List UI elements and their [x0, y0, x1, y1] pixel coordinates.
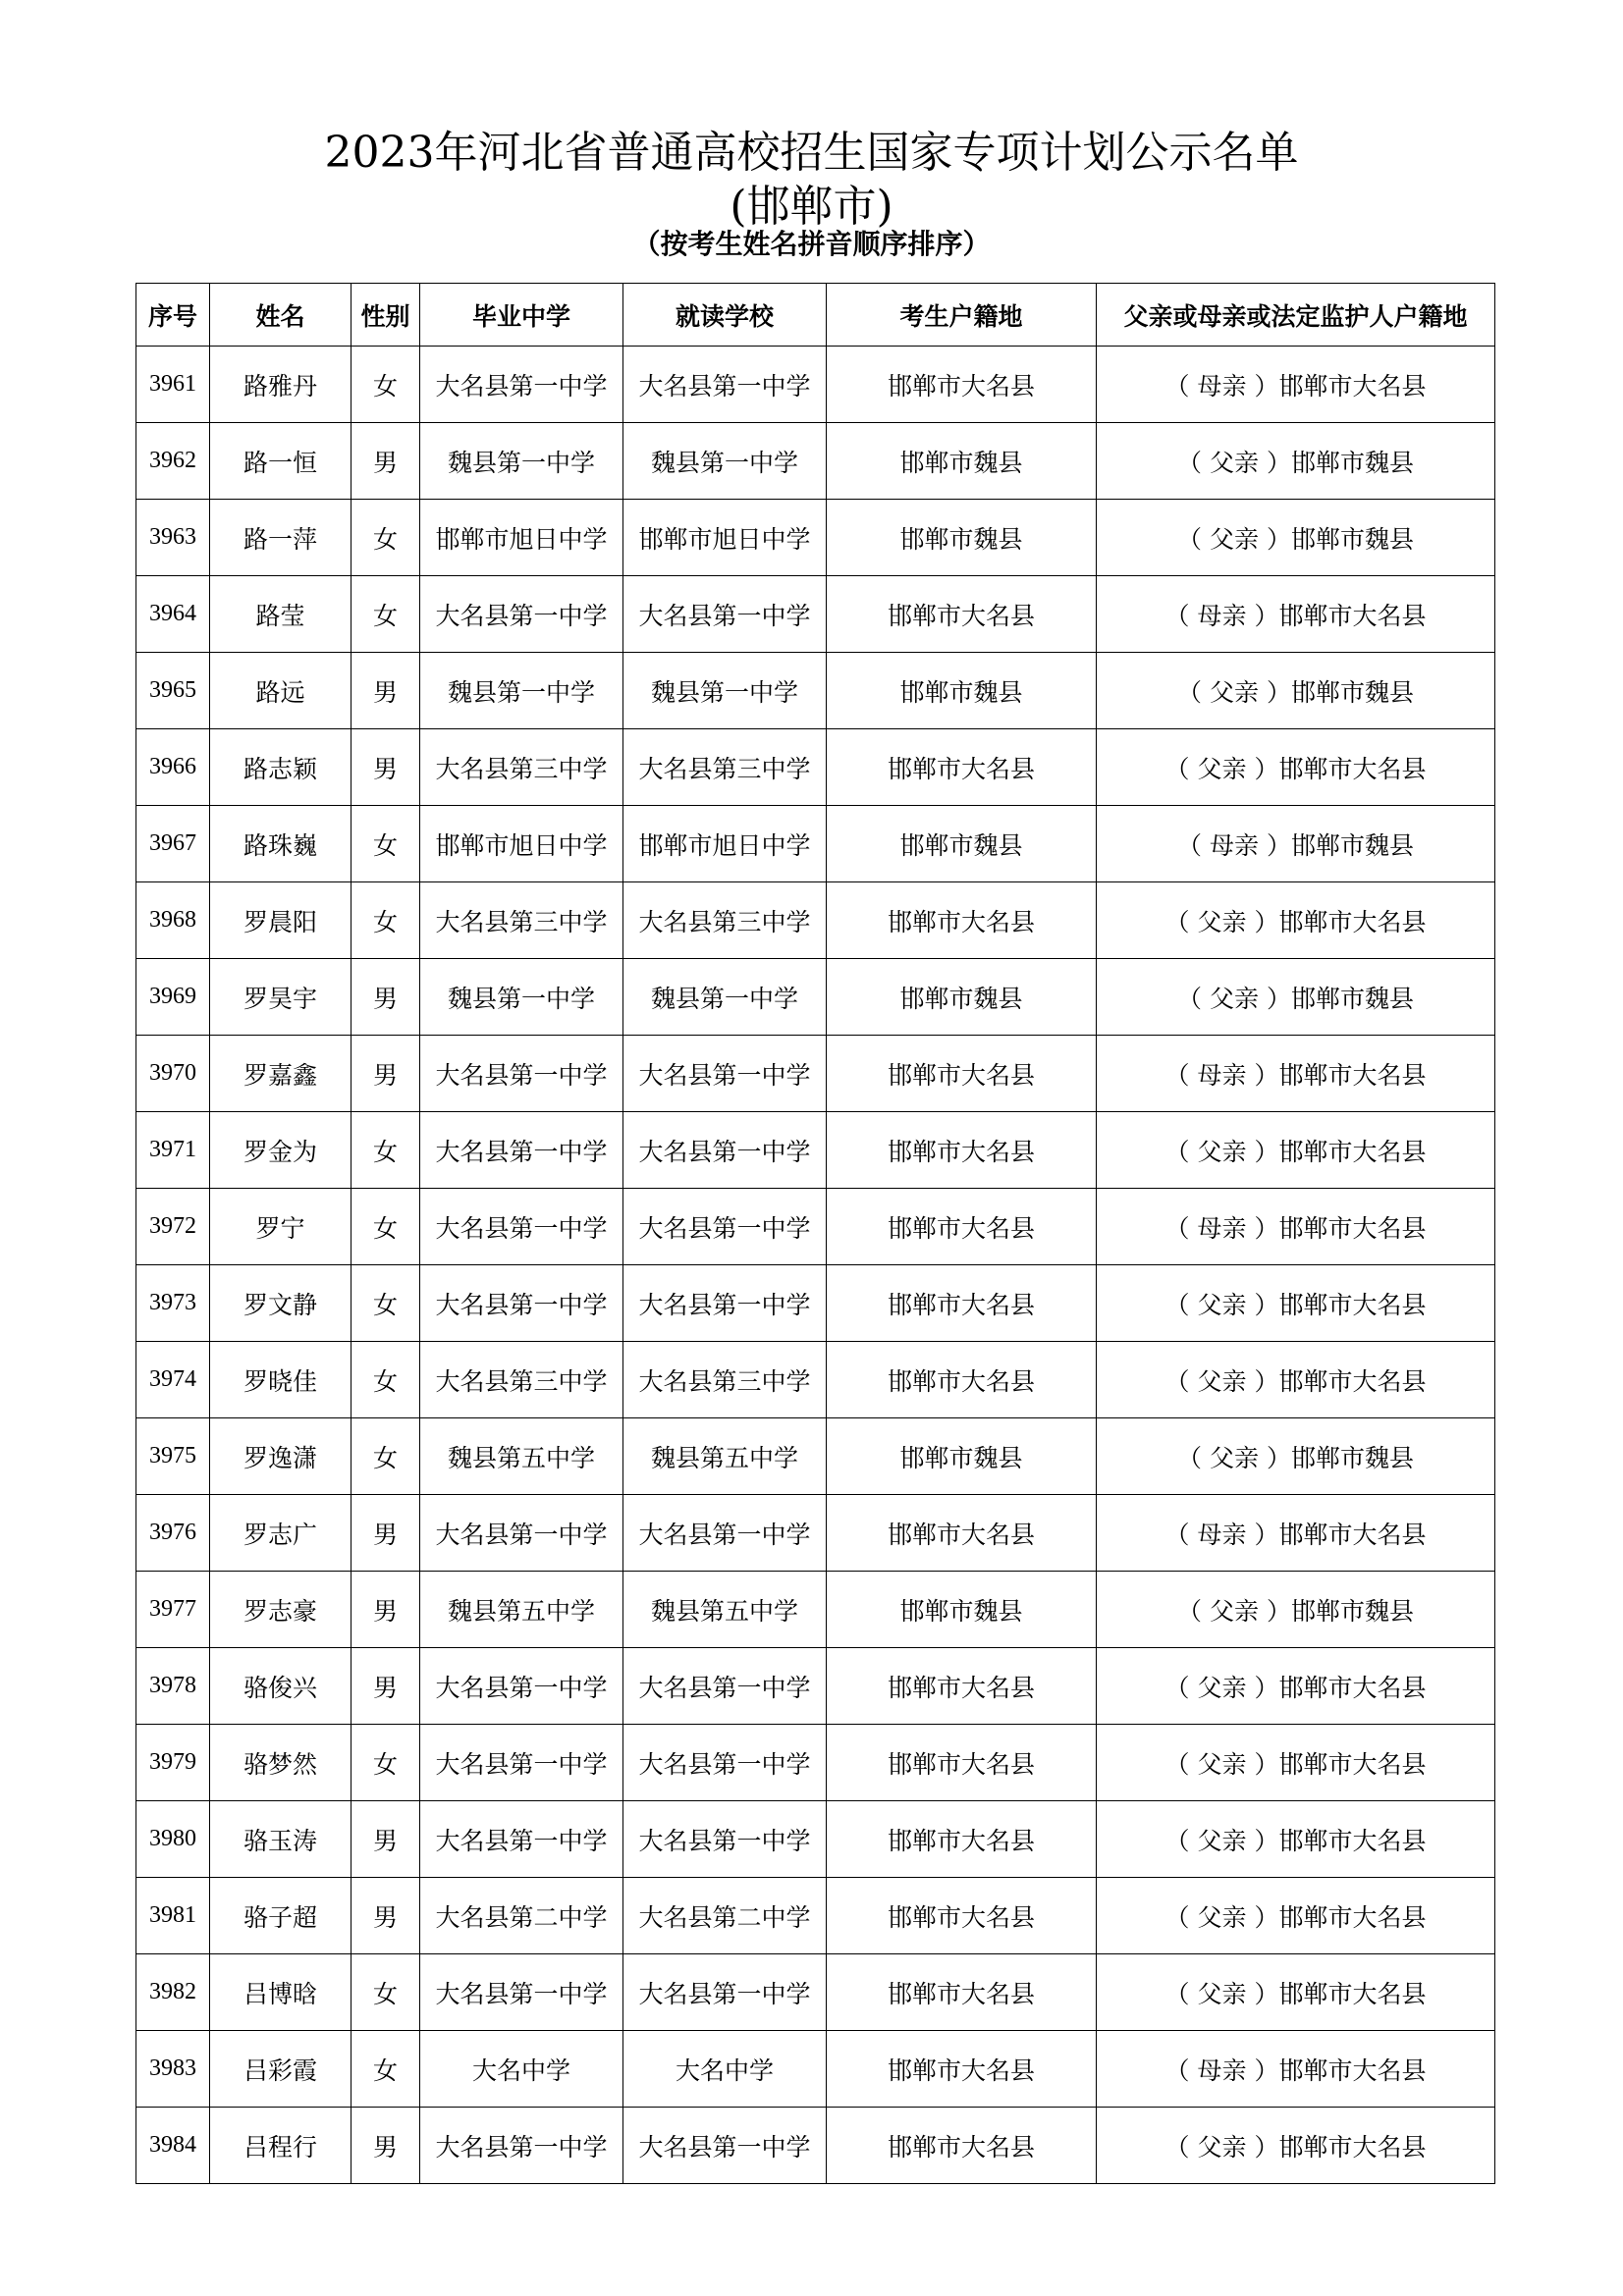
cell-grad-school: 邯郸市旭日中学 [420, 806, 623, 882]
cell-guardian-hukou: （ 父亲 ）邯郸市大名县 [1097, 729, 1495, 806]
header-hukou: 考生户籍地 [827, 284, 1097, 347]
cell-name: 骆梦然 [210, 1725, 352, 1801]
cell-name: 罗逸潇 [210, 1418, 352, 1495]
cell-guardian-hukou: （ 父亲 ）邯郸市大名县 [1097, 1265, 1495, 1342]
cell-guardian-hukou: （ 父亲 ）邯郸市魏县 [1097, 1572, 1495, 1648]
cell-name: 骆俊兴 [210, 1648, 352, 1725]
cell-current-school: 大名县第一中学 [623, 1189, 827, 1265]
table-row [136, 1265, 1495, 1342]
cell-gender: 女 [352, 576, 420, 653]
cell-gender: 男 [352, 959, 420, 1036]
table-row [136, 1801, 1495, 1878]
cell-name: 罗晓佳 [210, 1342, 352, 1418]
cell-guardian-hukou: （ 母亲 ）邯郸市大名县 [1097, 1495, 1495, 1572]
cell-name: 路珠巍 [210, 806, 352, 882]
cell-guardian-hukou: （ 父亲 ）邯郸市魏县 [1097, 500, 1495, 576]
header-name: 姓名 [210, 284, 352, 347]
cell-hukou: 邯郸市大名县 [827, 1189, 1097, 1265]
cell-current-school: 大名县第一中学 [623, 576, 827, 653]
cell-no: 3963 [136, 500, 210, 576]
cell-guardian-hukou: （ 父亲 ）邯郸市大名县 [1097, 1342, 1495, 1418]
cell-grad-school: 大名县第一中学 [420, 1725, 623, 1801]
table-row [136, 653, 1495, 729]
header-grad-school: 毕业中学 [420, 284, 623, 347]
table-row [136, 2031, 1495, 2108]
cell-gender: 女 [352, 1112, 420, 1189]
cell-no: 3962 [136, 423, 210, 500]
cell-current-school: 魏县第一中学 [623, 423, 827, 500]
cell-no: 3969 [136, 959, 210, 1036]
cell-name: 路一恒 [210, 423, 352, 500]
cell-current-school: 大名县第三中学 [623, 729, 827, 806]
cell-no: 3964 [136, 576, 210, 653]
cell-no: 3973 [136, 1265, 210, 1342]
cell-guardian-hukou: （ 父亲 ）邯郸市魏县 [1097, 959, 1495, 1036]
cell-name: 路志颖 [210, 729, 352, 806]
table-row [136, 1725, 1495, 1801]
table-row [136, 1954, 1495, 2031]
cell-current-school: 大名县第一中学 [623, 1725, 827, 1801]
cell-no: 3970 [136, 1036, 210, 1112]
cell-grad-school: 大名县第一中学 [420, 2108, 623, 2184]
cell-hukou: 邯郸市大名县 [827, 1954, 1097, 2031]
cell-no: 3972 [136, 1189, 210, 1265]
cell-guardian-hukou: （ 母亲 ）邯郸市魏县 [1097, 806, 1495, 882]
cell-grad-school: 魏县第一中学 [420, 653, 623, 729]
cell-current-school: 邯郸市旭日中学 [623, 500, 827, 576]
cell-current-school: 大名县第一中学 [623, 2108, 827, 2184]
cell-grad-school: 大名县第三中学 [420, 882, 623, 959]
cell-grad-school: 邯郸市旭日中学 [420, 500, 623, 576]
cell-no: 3980 [136, 1801, 210, 1878]
cell-current-school: 邯郸市旭日中学 [623, 806, 827, 882]
cell-hukou: 邯郸市大名县 [827, 1495, 1097, 1572]
cell-hukou: 邯郸市魏县 [827, 1572, 1097, 1648]
cell-guardian-hukou: （ 父亲 ）邯郸市大名县 [1097, 2108, 1495, 2184]
cell-grad-school: 大名县第一中学 [420, 347, 623, 423]
cell-guardian-hukou: （ 父亲 ）邯郸市大名县 [1097, 1112, 1495, 1189]
cell-current-school: 大名县第一中学 [623, 1265, 827, 1342]
cell-name: 罗文静 [210, 1265, 352, 1342]
cell-name: 罗晨阳 [210, 882, 352, 959]
cell-hukou: 邯郸市大名县 [827, 1036, 1097, 1112]
cell-grad-school: 大名中学 [420, 2031, 623, 2108]
cell-no: 3966 [136, 729, 210, 806]
table-row [136, 423, 1495, 500]
table-row [136, 1495, 1495, 1572]
header-gender: 性别 [352, 284, 420, 347]
cell-name: 罗金为 [210, 1112, 352, 1189]
cell-guardian-hukou: （ 父亲 ）邯郸市大名县 [1097, 1648, 1495, 1725]
cell-gender: 男 [352, 653, 420, 729]
cell-grad-school: 大名县第一中学 [420, 576, 623, 653]
cell-current-school: 大名县第一中学 [623, 347, 827, 423]
table-row [136, 347, 1495, 423]
cell-grad-school: 大名县第一中学 [420, 1648, 623, 1725]
cell-grad-school: 大名县第一中学 [420, 1036, 623, 1112]
cell-gender: 男 [352, 1801, 420, 1878]
cell-name: 路远 [210, 653, 352, 729]
cell-guardian-hukou: （ 母亲 ）邯郸市大名县 [1097, 347, 1495, 423]
table-row [136, 729, 1495, 806]
table-row [136, 1036, 1495, 1112]
cell-guardian-hukou: （ 父亲 ）邯郸市大名县 [1097, 882, 1495, 959]
cell-no: 3982 [136, 1954, 210, 2031]
table-header-row [136, 284, 1495, 347]
cell-current-school: 大名县第二中学 [623, 1878, 827, 1954]
cell-no: 3975 [136, 1418, 210, 1495]
cell-current-school: 大名县第一中学 [623, 1036, 827, 1112]
cell-hukou: 邯郸市魏县 [827, 423, 1097, 500]
cell-grad-school: 大名县第一中学 [420, 1265, 623, 1342]
cell-grad-school: 魏县第一中学 [420, 423, 623, 500]
cell-hukou: 邯郸市魏县 [827, 959, 1097, 1036]
document-title: 2023年河北省普通高校招生国家专项计划公示名单 [324, 128, 1299, 178]
cell-hukou: 邯郸市大名县 [827, 2108, 1097, 2184]
cell-guardian-hukou: （ 父亲 ）邯郸市魏县 [1097, 1418, 1495, 1495]
cell-current-school: 大名县第三中学 [623, 1342, 827, 1418]
table-row [136, 1342, 1495, 1418]
cell-gender: 女 [352, 500, 420, 576]
cell-grad-school: 魏县第五中学 [420, 1572, 623, 1648]
table-row [136, 1189, 1495, 1265]
cell-grad-school: 大名县第一中学 [420, 1801, 623, 1878]
cell-guardian-hukou: （ 父亲 ）邯郸市魏县 [1097, 653, 1495, 729]
cell-hukou: 邯郸市大名县 [827, 576, 1097, 653]
cell-name: 罗志豪 [210, 1572, 352, 1648]
header-current-school: 就读学校 [623, 284, 827, 347]
cell-current-school: 魏县第五中学 [623, 1572, 827, 1648]
cell-gender: 男 [352, 1036, 420, 1112]
cell-hukou: 邯郸市大名县 [827, 1112, 1097, 1189]
cell-hukou: 邯郸市大名县 [827, 729, 1097, 806]
cell-no: 3983 [136, 2031, 210, 2108]
cell-gender: 男 [352, 423, 420, 500]
table-row [136, 576, 1495, 653]
cell-guardian-hukou: （ 母亲 ）邯郸市大名县 [1097, 576, 1495, 653]
cell-gender: 女 [352, 1954, 420, 2031]
cell-gender: 男 [352, 729, 420, 806]
cell-current-school: 大名县第一中学 [623, 1954, 827, 2031]
header-guardian-hukou: 父亲或母亲或法定监护人户籍地 [1097, 284, 1495, 347]
cell-grad-school: 大名县第三中学 [420, 729, 623, 806]
cell-hukou: 邯郸市魏县 [827, 1418, 1097, 1495]
table-row [136, 959, 1495, 1036]
cell-gender: 女 [352, 1265, 420, 1342]
cell-no: 3984 [136, 2108, 210, 2184]
cell-guardian-hukou: （ 父亲 ）邯郸市大名县 [1097, 1801, 1495, 1878]
cell-current-school: 大名县第一中学 [623, 1801, 827, 1878]
cell-hukou: 邯郸市大名县 [827, 1801, 1097, 1878]
cell-grad-school: 大名县第一中学 [420, 1112, 623, 1189]
cell-no: 3979 [136, 1725, 210, 1801]
cell-gender: 女 [352, 1725, 420, 1801]
cell-no: 3971 [136, 1112, 210, 1189]
table-row [136, 882, 1495, 959]
cell-hukou: 邯郸市魏县 [827, 806, 1097, 882]
table-row [136, 2108, 1495, 2184]
cell-gender: 男 [352, 1648, 420, 1725]
cell-name: 罗宁 [210, 1189, 352, 1265]
cell-hukou: 邯郸市大名县 [827, 1878, 1097, 1954]
cell-name: 罗志广 [210, 1495, 352, 1572]
cell-no: 3978 [136, 1648, 210, 1725]
cell-name: 路一萍 [210, 500, 352, 576]
cell-no: 3977 [136, 1572, 210, 1648]
cell-no: 3967 [136, 806, 210, 882]
cell-name: 骆玉涛 [210, 1801, 352, 1878]
cell-gender: 女 [352, 1342, 420, 1418]
cell-no: 3965 [136, 653, 210, 729]
cell-name: 路莹 [210, 576, 352, 653]
cell-guardian-hukou: （ 父亲 ）邯郸市大名县 [1097, 1725, 1495, 1801]
table-row [136, 1878, 1495, 1954]
cell-guardian-hukou: （ 父亲 ）邯郸市大名县 [1097, 1878, 1495, 1954]
document-subtitle: (邯郸市) [730, 182, 893, 232]
sort-note: （按考生姓名拼音顺序排序） [632, 228, 991, 260]
table-row [136, 1572, 1495, 1648]
table-row [136, 1648, 1495, 1725]
cell-guardian-hukou: （ 母亲 ）邯郸市大名县 [1097, 2031, 1495, 2108]
cell-hukou: 邯郸市大名县 [827, 1648, 1097, 1725]
cell-name: 路雅丹 [210, 347, 352, 423]
cell-name: 骆子超 [210, 1878, 352, 1954]
cell-hukou: 邯郸市大名县 [827, 347, 1097, 423]
cell-name: 罗嘉鑫 [210, 1036, 352, 1112]
cell-name: 罗昊宇 [210, 959, 352, 1036]
cell-name: 吕博晗 [210, 1954, 352, 2031]
cell-gender: 男 [352, 2108, 420, 2184]
cell-gender: 女 [352, 2031, 420, 2108]
cell-no: 3976 [136, 1495, 210, 1572]
cell-hukou: 邯郸市大名县 [827, 882, 1097, 959]
cell-guardian-hukou: （ 母亲 ）邯郸市大名县 [1097, 1189, 1495, 1265]
cell-current-school: 魏县第一中学 [623, 653, 827, 729]
cell-no: 3974 [136, 1342, 210, 1418]
cell-hukou: 邯郸市大名县 [827, 1265, 1097, 1342]
cell-grad-school: 魏县第一中学 [420, 959, 623, 1036]
cell-current-school: 魏县第一中学 [623, 959, 827, 1036]
cell-current-school: 大名县第一中学 [623, 1112, 827, 1189]
cell-current-school: 大名县第一中学 [623, 1648, 827, 1725]
cell-hukou: 邯郸市大名县 [827, 2031, 1097, 2108]
cell-no: 3981 [136, 1878, 210, 1954]
cell-guardian-hukou: （ 母亲 ）邯郸市大名县 [1097, 1036, 1495, 1112]
cell-gender: 女 [352, 806, 420, 882]
cell-gender: 男 [352, 1572, 420, 1648]
header-no: 序号 [136, 284, 210, 347]
cell-gender: 女 [352, 347, 420, 423]
cell-no: 3968 [136, 882, 210, 959]
cell-current-school: 大名县第一中学 [623, 1495, 827, 1572]
cell-gender: 男 [352, 1878, 420, 1954]
cell-gender: 男 [352, 1495, 420, 1572]
cell-grad-school: 大名县第三中学 [420, 1342, 623, 1418]
cell-grad-school: 魏县第五中学 [420, 1418, 623, 1495]
cell-hukou: 邯郸市魏县 [827, 500, 1097, 576]
roster-table [135, 283, 1495, 2184]
cell-grad-school: 大名县第一中学 [420, 1495, 623, 1572]
cell-no: 3961 [136, 347, 210, 423]
table-body [136, 347, 1495, 2184]
table-row [136, 1112, 1495, 1189]
cell-grad-school: 大名县第一中学 [420, 1189, 623, 1265]
cell-current-school: 大名中学 [623, 2031, 827, 2108]
cell-gender: 女 [352, 882, 420, 959]
cell-hukou: 邯郸市魏县 [827, 653, 1097, 729]
cell-guardian-hukou: （ 父亲 ）邯郸市魏县 [1097, 423, 1495, 500]
cell-gender: 女 [352, 1418, 420, 1495]
cell-gender: 女 [352, 1189, 420, 1265]
cell-guardian-hukou: （ 父亲 ）邯郸市大名县 [1097, 1954, 1495, 2031]
cell-grad-school: 大名县第二中学 [420, 1878, 623, 1954]
table-row [136, 1418, 1495, 1495]
cell-name: 吕彩霞 [210, 2031, 352, 2108]
cell-name: 吕程行 [210, 2108, 352, 2184]
cell-grad-school: 大名县第一中学 [420, 1954, 623, 2031]
cell-current-school: 大名县第三中学 [623, 882, 827, 959]
table-row [136, 500, 1495, 576]
cell-current-school: 魏县第五中学 [623, 1418, 827, 1495]
cell-hukou: 邯郸市大名县 [827, 1725, 1097, 1801]
cell-hukou: 邯郸市大名县 [827, 1342, 1097, 1418]
table-row [136, 806, 1495, 882]
